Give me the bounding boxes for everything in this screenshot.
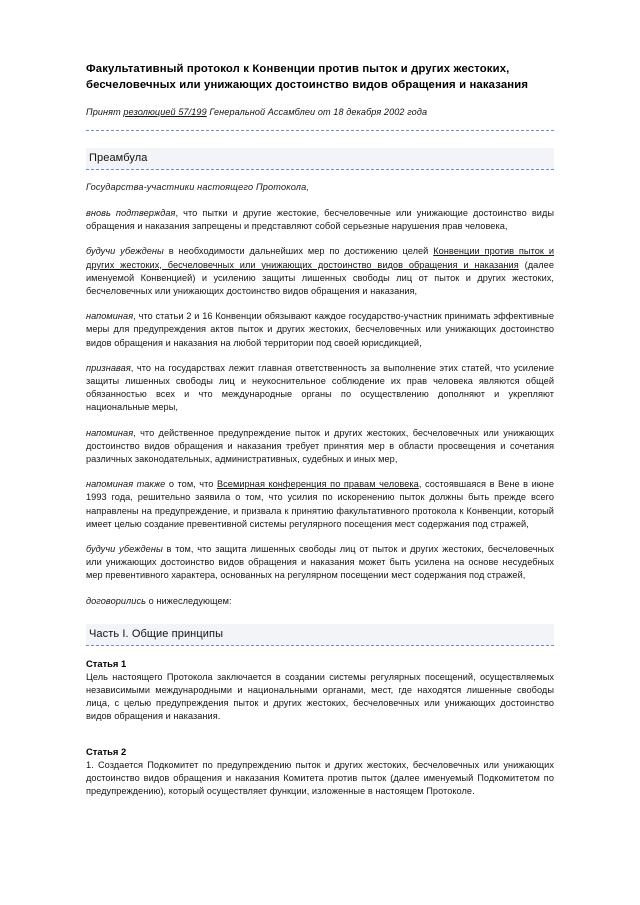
paragraph-text-before-link: о том, что bbox=[165, 479, 217, 490]
preamble-paragraph-4 bbox=[86, 362, 554, 415]
preamble-paragraph-6 bbox=[86, 478, 554, 531]
preamble-paragraph-1 bbox=[86, 207, 554, 233]
preamble-paragraph-3 bbox=[86, 310, 554, 350]
preamble-paragraph-5 bbox=[86, 427, 554, 467]
paragraph-lead-in: признавая bbox=[86, 362, 131, 373]
paragraph-text: , что пытки и другие жестокие, бесчеловечные или унижающие достоинство виды обращения и наказания запрещены и представляют собой серьезные нарушения прав человека, bbox=[86, 208, 555, 232]
preamble-paragraph-2 bbox=[86, 245, 554, 298]
part-one-heading: Часть I. Общие принципы bbox=[86, 624, 554, 646]
article-2-body: 1. Создается Подкомитет по предупреждению пыток и других жестоких, бесчеловечных или унижающих достоинство видов обращения и наказания Комитета против пыток (далее именуемый Подкомитетом по предупреждению), который осуществляет функции, изложенные в настоящем Протоколе. bbox=[86, 759, 554, 797]
paragraph-text: о нижеследующем: bbox=[145, 595, 232, 606]
paragraph-text: в том, что защита лишенных свободы лиц от пыток и других жестоких, бесчеловечных или унижающих достоинство видов обращения и наказания может быть усилена на основе несудебных мер превентивного характера, основанных на регулярном посещении мест содержания под стражей, bbox=[86, 544, 555, 581]
paragraph-text: , что на государствах лежит главная ответственность за выполнение этих статей, что усиление защиты лишенных свободы лиц и неукоснительное соблюдение их прав человека являются общей обязанностью всех и что международные органы по осуществлению дополняют и укрепляют национальные меры, bbox=[86, 362, 554, 413]
paragraph-lead-in: напоминая bbox=[86, 311, 134, 322]
resolution-link[interactable]: резолюцией 57/199 bbox=[123, 107, 207, 117]
document-title: Факультативный протокол к Конвенции против пыток и других жестоких, бесчеловечных или унижающих достоинство видов обращения и наказания bbox=[86, 63, 529, 91]
article-1-title: Статья 1 bbox=[86, 657, 127, 669]
world-conference-link[interactable]: Всемирная конференция по правам человека bbox=[216, 479, 419, 490]
article-2-title: Статья 2 bbox=[86, 745, 127, 757]
paragraph-lead-in: договорились bbox=[86, 595, 146, 606]
preamble-paragraph-8 bbox=[86, 595, 554, 608]
paragraph-text: , что действенное предупреждение пыток и других жестоких, бесчеловечных или унижающих достоинство видов обращения и наказания требует принятия мер в области просвещения и сочетания различных законодательных, административных, судебных и иных мер, bbox=[86, 427, 554, 465]
preamble-heading: Преамбула bbox=[86, 148, 554, 170]
paragraph-text-after-link: (далее именуемой Конвенцией) и усилению защиты лишенных свободы лиц от пыток и других жестоких, бесчеловечных или унижающих достоинство видов обращения и наказания, bbox=[86, 259, 555, 297]
convention-link[interactable]: Конвенции против пыток и других жестоких, бесчеловечных или унижающих достоинство видов обращения и наказания bbox=[86, 246, 555, 270]
paragraph-text-after-link: , состоявшаяся в Вене в июне 1993 года, решительно заявила о том, что усилия по искоренению пыток должны быть прежде всего направлены на предупреждение, и призвала к принятию факультативного протокола к Конвенции, который имеет целью создание превентивной системы регулярного посещения мест содержания под стражей, bbox=[86, 479, 554, 529]
adoption-prefix: Принят bbox=[86, 107, 124, 117]
adoption-suffix: Генеральной Ассамблеи от 18 декабря 2002 года bbox=[206, 107, 428, 117]
paragraph-lead-in: напоминая bbox=[86, 427, 134, 438]
article-1-body: Цель настоящего Протокола заключается в создании системы регулярных посещений, осуществляемых независимыми международными и национальными органами, мест, где находятся лишенные свободы лица, с целью предупреждения пыток и других жестоких, бесчеловечных или унижающих достоинство видов обращения и наказания. bbox=[86, 671, 554, 722]
paragraph-lead-in: вновь подтверждая bbox=[86, 208, 176, 218]
paragraph-text-before-link: в необходимости дальнейших мер по достижению целей bbox=[163, 246, 434, 257]
paragraph-text: , что статьи 2 и 16 Конвенции обязывают каждое государство-участник принимать эффективные меры для предупреждения актов пыток и других жестоких, бесчеловечных или унижающих достоинство видов обращения и наказания на любой территории под своей юрисдикцией, bbox=[86, 311, 554, 348]
paragraph-lead-in: будучи убеждены bbox=[86, 544, 163, 555]
preamble-paragraph-7 bbox=[86, 543, 554, 583]
article-spacer bbox=[86, 736, 554, 745]
paragraph-lead-in: будучи убеждены bbox=[86, 246, 164, 257]
paragraph-lead-in: напоминая также bbox=[86, 479, 166, 490]
adoption-note bbox=[86, 106, 554, 119]
preamble-lead: Государства-участники настоящего Протокола, bbox=[86, 182, 310, 192]
header-divider bbox=[86, 130, 554, 131]
